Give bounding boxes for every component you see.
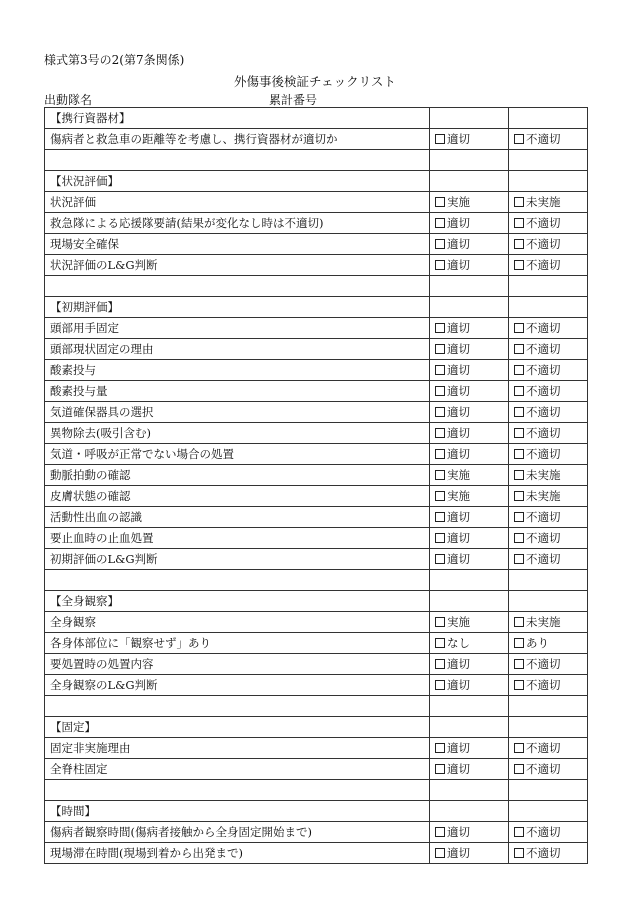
empty-cell — [45, 570, 430, 591]
checkbox-option-opt2[interactable] — [509, 843, 588, 864]
item-label: 現場滞在時間(現場到着から出発まで) — [45, 843, 430, 864]
checkbox-square-icon[interactable] — [514, 554, 524, 564]
option-label: 適切 — [447, 846, 470, 860]
option-label: 適切 — [447, 531, 470, 545]
checkbox-option-opt2[interactable] — [509, 507, 588, 528]
checkbox-option-opt1[interactable] — [430, 318, 509, 339]
checkbox-square-icon[interactable] — [435, 848, 445, 858]
option-label: 適切 — [447, 510, 470, 524]
checkbox-square-icon[interactable] — [435, 386, 445, 396]
option-label: 実施 — [447, 489, 470, 503]
empty-cell — [430, 801, 509, 822]
checklist-row — [45, 654, 588, 675]
option-label: 適切 — [447, 216, 470, 230]
checklist-row — [45, 633, 588, 654]
empty-cell — [430, 591, 509, 612]
checkbox-option-opt2[interactable] — [509, 402, 588, 423]
checkbox-option-opt2[interactable] — [509, 465, 588, 486]
section-header-row — [45, 297, 588, 318]
checklist-row — [45, 423, 588, 444]
option-label: 適切 — [447, 258, 470, 272]
option-label: 不適切 — [526, 657, 561, 671]
option-label: 不適切 — [526, 342, 561, 356]
option-label: 不適切 — [526, 825, 561, 839]
item-label: 活動性出血の認識 — [45, 507, 430, 528]
item-label: 酸素投与 — [45, 360, 430, 381]
serial-number-label: 累計番号 — [269, 93, 318, 107]
item-label: 要処置時の処置内容 — [45, 654, 430, 675]
checklist-row — [45, 465, 588, 486]
item-label: 気道・呼吸が正常でない場合の処置 — [45, 444, 430, 465]
checkbox-square-icon[interactable] — [435, 638, 445, 648]
option-label: 適切 — [447, 363, 470, 377]
option-label: 未実施 — [526, 615, 561, 629]
checkbox-square-icon[interactable] — [435, 407, 445, 417]
checkbox-square-icon[interactable] — [514, 848, 524, 858]
option-label: 実施 — [447, 615, 470, 629]
checkbox-option-opt2[interactable] — [509, 213, 588, 234]
spacer-row — [45, 276, 588, 297]
checkbox-option-opt2[interactable] — [509, 633, 588, 654]
option-label: 不適切 — [526, 237, 561, 251]
option-label: 適切 — [447, 657, 470, 671]
spacer-row — [45, 150, 588, 171]
option-label: 不適切 — [526, 384, 561, 398]
item-label: 傷病者と救急車の距離等を考慮し、携行資器材が適切か — [45, 129, 430, 150]
option-label: 未実施 — [526, 468, 561, 482]
empty-cell — [430, 717, 509, 738]
team-name-label: 出動隊名 — [44, 93, 93, 107]
checkbox-square-icon[interactable] — [435, 365, 445, 375]
checkbox-option-opt1[interactable] — [430, 465, 509, 486]
checkbox-square-icon[interactable] — [514, 491, 524, 501]
checkbox-square-icon[interactable] — [435, 197, 445, 207]
option-label: 不適切 — [526, 405, 561, 419]
option-label: 不適切 — [526, 846, 561, 860]
checkbox-option-opt2[interactable] — [509, 234, 588, 255]
checkbox-square-icon[interactable] — [435, 617, 445, 627]
item-label: 各身体部位に「観察せず」あり — [45, 633, 430, 654]
checkbox-option-opt1[interactable] — [430, 738, 509, 759]
checkbox-square-icon[interactable] — [435, 827, 445, 837]
checkbox-option-opt2[interactable] — [509, 675, 588, 696]
checkbox-option-opt2[interactable] — [509, 759, 588, 780]
checkbox-option-opt2[interactable] — [509, 129, 588, 150]
checkbox-option-opt2[interactable] — [509, 486, 588, 507]
checkbox-option-opt2[interactable] — [509, 444, 588, 465]
checklist-row — [45, 738, 588, 759]
checkbox-option-opt1[interactable] — [430, 444, 509, 465]
checkbox-option-opt1[interactable] — [430, 675, 509, 696]
option-label: 適切 — [447, 678, 470, 692]
checkbox-option-opt1[interactable] — [430, 402, 509, 423]
section-header-row — [45, 108, 588, 129]
checkbox-square-icon[interactable] — [435, 323, 445, 333]
option-label: 未実施 — [526, 489, 561, 503]
item-label: 皮膚状態の確認 — [45, 486, 430, 507]
empty-cell — [45, 150, 430, 171]
checkbox-square-icon[interactable] — [435, 680, 445, 690]
option-label: 適切 — [447, 342, 470, 356]
checklist-row — [45, 402, 588, 423]
option-label: 不適切 — [526, 510, 561, 524]
checkbox-option-opt1[interactable] — [430, 129, 509, 150]
checkbox-square-icon[interactable] — [514, 197, 524, 207]
item-label: 全身観察 — [45, 612, 430, 633]
empty-cell — [430, 171, 509, 192]
checkbox-square-icon[interactable] — [514, 659, 524, 669]
checkbox-option-opt2[interactable] — [509, 381, 588, 402]
empty-cell — [509, 717, 588, 738]
checkbox-square-icon[interactable] — [514, 617, 524, 627]
empty-cell — [45, 276, 430, 297]
checklist-row — [45, 129, 588, 150]
checkbox-option-opt2[interactable] — [509, 654, 588, 675]
checkbox-square-icon[interactable] — [435, 470, 445, 480]
checkbox-square-icon[interactable] — [514, 239, 524, 249]
checkbox-option-opt2[interactable] — [509, 318, 588, 339]
checkbox-square-icon[interactable] — [435, 491, 445, 501]
option-label: 不適切 — [526, 762, 561, 776]
checkbox-square-icon[interactable] — [514, 533, 524, 543]
checklist-row — [45, 507, 588, 528]
item-label: 状況評価 — [45, 192, 430, 213]
checkbox-square-icon[interactable] — [435, 239, 445, 249]
checkbox-square-icon[interactable] — [514, 638, 524, 648]
checkbox-square-icon[interactable] — [435, 743, 445, 753]
document-title: 外傷事後検証チェックリスト — [234, 74, 396, 89]
checkbox-option-opt2[interactable] — [509, 255, 588, 276]
checkbox-option-opt2[interactable] — [509, 738, 588, 759]
item-label: 全脊柱固定 — [45, 759, 430, 780]
checklist-row — [45, 192, 588, 213]
checkbox-square-icon[interactable] — [435, 260, 445, 270]
item-label: 全身観察のL&G判断 — [45, 675, 430, 696]
checklist-row — [45, 486, 588, 507]
empty-cell — [430, 780, 509, 801]
empty-cell — [509, 591, 588, 612]
checkbox-option-opt2[interactable] — [509, 822, 588, 843]
checkbox-option-opt2[interactable] — [509, 612, 588, 633]
checkbox-option-opt1[interactable] — [430, 360, 509, 381]
section-header-row — [45, 717, 588, 738]
item-label: 気道確保器具の選択 — [45, 402, 430, 423]
checkbox-square-icon[interactable] — [514, 680, 524, 690]
checklist-row — [45, 255, 588, 276]
checklist-row — [45, 444, 588, 465]
checklist-table — [44, 107, 588, 864]
option-label: 適切 — [447, 384, 470, 398]
checkbox-square-icon[interactable] — [514, 449, 524, 459]
checkbox-option-opt1[interactable] — [430, 486, 509, 507]
checkbox-option-opt1[interactable] — [430, 234, 509, 255]
item-label: 固定非実施理由 — [45, 738, 430, 759]
option-label: 不適切 — [526, 552, 561, 566]
checkbox-option-opt2[interactable] — [509, 192, 588, 213]
option-label: 適切 — [447, 405, 470, 419]
checkbox-option-opt1[interactable] — [430, 759, 509, 780]
section-header-row — [45, 591, 588, 612]
item-label: 動脈拍動の確認 — [45, 465, 430, 486]
checkbox-option-opt1[interactable] — [430, 528, 509, 549]
checkbox-square-icon[interactable] — [435, 659, 445, 669]
empty-cell — [509, 780, 588, 801]
item-label: 酸素投与量 — [45, 381, 430, 402]
checkbox-square-icon[interactable] — [514, 743, 524, 753]
option-label: 適切 — [447, 321, 470, 335]
checkbox-square-icon[interactable] — [435, 764, 445, 774]
checkbox-square-icon[interactable] — [435, 449, 445, 459]
option-label: 適切 — [447, 132, 470, 146]
checkbox-square-icon[interactable] — [514, 344, 524, 354]
item-label: 現場安全確保 — [45, 234, 430, 255]
checkbox-option-opt2[interactable] — [509, 549, 588, 570]
empty-cell — [430, 108, 509, 129]
checkbox-option-opt1[interactable] — [430, 822, 509, 843]
checkbox-option-opt1[interactable] — [430, 633, 509, 654]
spacer-row — [45, 780, 588, 801]
checklist-row — [45, 339, 588, 360]
item-label: 初期評価のL&G判断 — [45, 549, 430, 570]
checkbox-square-icon[interactable] — [514, 512, 524, 522]
empty-cell — [430, 276, 509, 297]
checkbox-option-opt1[interactable] — [430, 507, 509, 528]
empty-cell — [430, 570, 509, 591]
option-label: 不適切 — [526, 363, 561, 377]
option-label: 適切 — [447, 741, 470, 755]
checkbox-option-opt1[interactable] — [430, 255, 509, 276]
option-label: 不適切 — [526, 216, 561, 230]
checklist-body — [45, 108, 588, 864]
checkbox-square-icon[interactable] — [514, 827, 524, 837]
item-label: 状況評価のL&G判断 — [45, 255, 430, 276]
section-title: 【時間】 — [45, 801, 430, 822]
checkbox-square-icon[interactable] — [514, 134, 524, 144]
checkbox-square-icon[interactable] — [435, 533, 445, 543]
checklist-row — [45, 360, 588, 381]
checkbox-square-icon[interactable] — [435, 512, 445, 522]
item-label: 頭部現状固定の理由 — [45, 339, 430, 360]
checkbox-square-icon[interactable] — [435, 554, 445, 564]
option-label: 適切 — [447, 762, 470, 776]
checkbox-option-opt2[interactable] — [509, 528, 588, 549]
section-title: 【全身観察】 — [45, 591, 430, 612]
option-label: 不適切 — [526, 258, 561, 272]
empty-cell — [509, 801, 588, 822]
option-label: 不適切 — [526, 321, 561, 335]
item-label: 傷病者観察時間(傷病者接触から全身固定開始まで) — [45, 822, 430, 843]
empty-cell — [509, 108, 588, 129]
option-label: 実施 — [447, 195, 470, 209]
checkbox-option-opt1[interactable] — [430, 549, 509, 570]
checkbox-option-opt1[interactable] — [430, 339, 509, 360]
checkbox-option-opt2[interactable] — [509, 360, 588, 381]
item-label: 異物除去(吸引含む) — [45, 423, 430, 444]
checkbox-square-icon[interactable] — [514, 260, 524, 270]
option-label: 適切 — [447, 447, 470, 461]
checklist-row — [45, 528, 588, 549]
empty-cell — [45, 696, 430, 717]
checkbox-option-opt2[interactable] — [509, 423, 588, 444]
item-label: 頭部用手固定 — [45, 318, 430, 339]
option-label: 不適切 — [526, 531, 561, 545]
checkbox-square-icon[interactable] — [514, 764, 524, 774]
empty-cell — [509, 150, 588, 171]
checkbox-option-opt1[interactable] — [430, 192, 509, 213]
option-label: あり — [526, 636, 549, 650]
section-title: 【状況評価】 — [45, 171, 430, 192]
checklist-row — [45, 612, 588, 633]
option-label: 適切 — [447, 426, 470, 440]
empty-cell — [430, 696, 509, 717]
checkbox-option-opt1[interactable] — [430, 612, 509, 633]
empty-cell — [509, 297, 588, 318]
option-label: なし — [447, 636, 470, 650]
checkbox-option-opt2[interactable] — [509, 339, 588, 360]
checklist-row — [45, 213, 588, 234]
checkbox-option-opt1[interactable] — [430, 381, 509, 402]
checkbox-square-icon[interactable] — [514, 386, 524, 396]
empty-cell — [430, 150, 509, 171]
checklist-row — [45, 675, 588, 696]
checklist-row — [45, 759, 588, 780]
empty-cell — [430, 297, 509, 318]
spacer-row — [45, 696, 588, 717]
section-title: 【携行資器材】 — [45, 108, 430, 129]
checkbox-square-icon[interactable] — [435, 344, 445, 354]
checkbox-square-icon[interactable] — [514, 323, 524, 333]
checkbox-option-opt1[interactable] — [430, 654, 509, 675]
section-title: 【固定】 — [45, 717, 430, 738]
option-label: 実施 — [447, 468, 470, 482]
checkbox-square-icon[interactable] — [514, 428, 524, 438]
empty-cell — [45, 780, 430, 801]
checkbox-square-icon[interactable] — [435, 428, 445, 438]
empty-cell — [509, 171, 588, 192]
checklist-row — [45, 843, 588, 864]
checkbox-square-icon[interactable] — [514, 470, 524, 480]
checklist-row — [45, 318, 588, 339]
empty-cell — [509, 696, 588, 717]
checkbox-square-icon[interactable] — [514, 365, 524, 375]
spacer-row — [45, 570, 588, 591]
empty-cell — [509, 276, 588, 297]
checkbox-square-icon[interactable] — [514, 407, 524, 417]
checklist-row — [45, 549, 588, 570]
checkbox-square-icon[interactable] — [435, 134, 445, 144]
option-label: 適切 — [447, 552, 470, 566]
option-label: 未実施 — [526, 195, 561, 209]
option-label: 適切 — [447, 825, 470, 839]
checkbox-option-opt1[interactable] — [430, 423, 509, 444]
checklist-row — [45, 381, 588, 402]
option-label: 適切 — [447, 237, 470, 251]
section-header-row — [45, 171, 588, 192]
option-label: 不適切 — [526, 678, 561, 692]
checklist-row — [45, 234, 588, 255]
empty-cell — [509, 570, 588, 591]
section-title: 【初期評価】 — [45, 297, 430, 318]
option-label: 不適切 — [526, 447, 561, 461]
section-header-row — [45, 801, 588, 822]
checkbox-square-icon[interactable] — [435, 218, 445, 228]
option-label: 不適切 — [526, 426, 561, 440]
checkbox-option-opt1[interactable] — [430, 843, 509, 864]
item-label: 要止血時の止血処置 — [45, 528, 430, 549]
checkbox-square-icon[interactable] — [514, 218, 524, 228]
checklist-row — [45, 822, 588, 843]
option-label: 不適切 — [526, 132, 561, 146]
option-label: 不適切 — [526, 741, 561, 755]
checkbox-option-opt1[interactable] — [430, 213, 509, 234]
item-label: 救急隊による応援隊要請(結果が変化なし時は不適切) — [45, 213, 430, 234]
form-number: 様式第3号の2(第7条関係) — [44, 53, 185, 67]
